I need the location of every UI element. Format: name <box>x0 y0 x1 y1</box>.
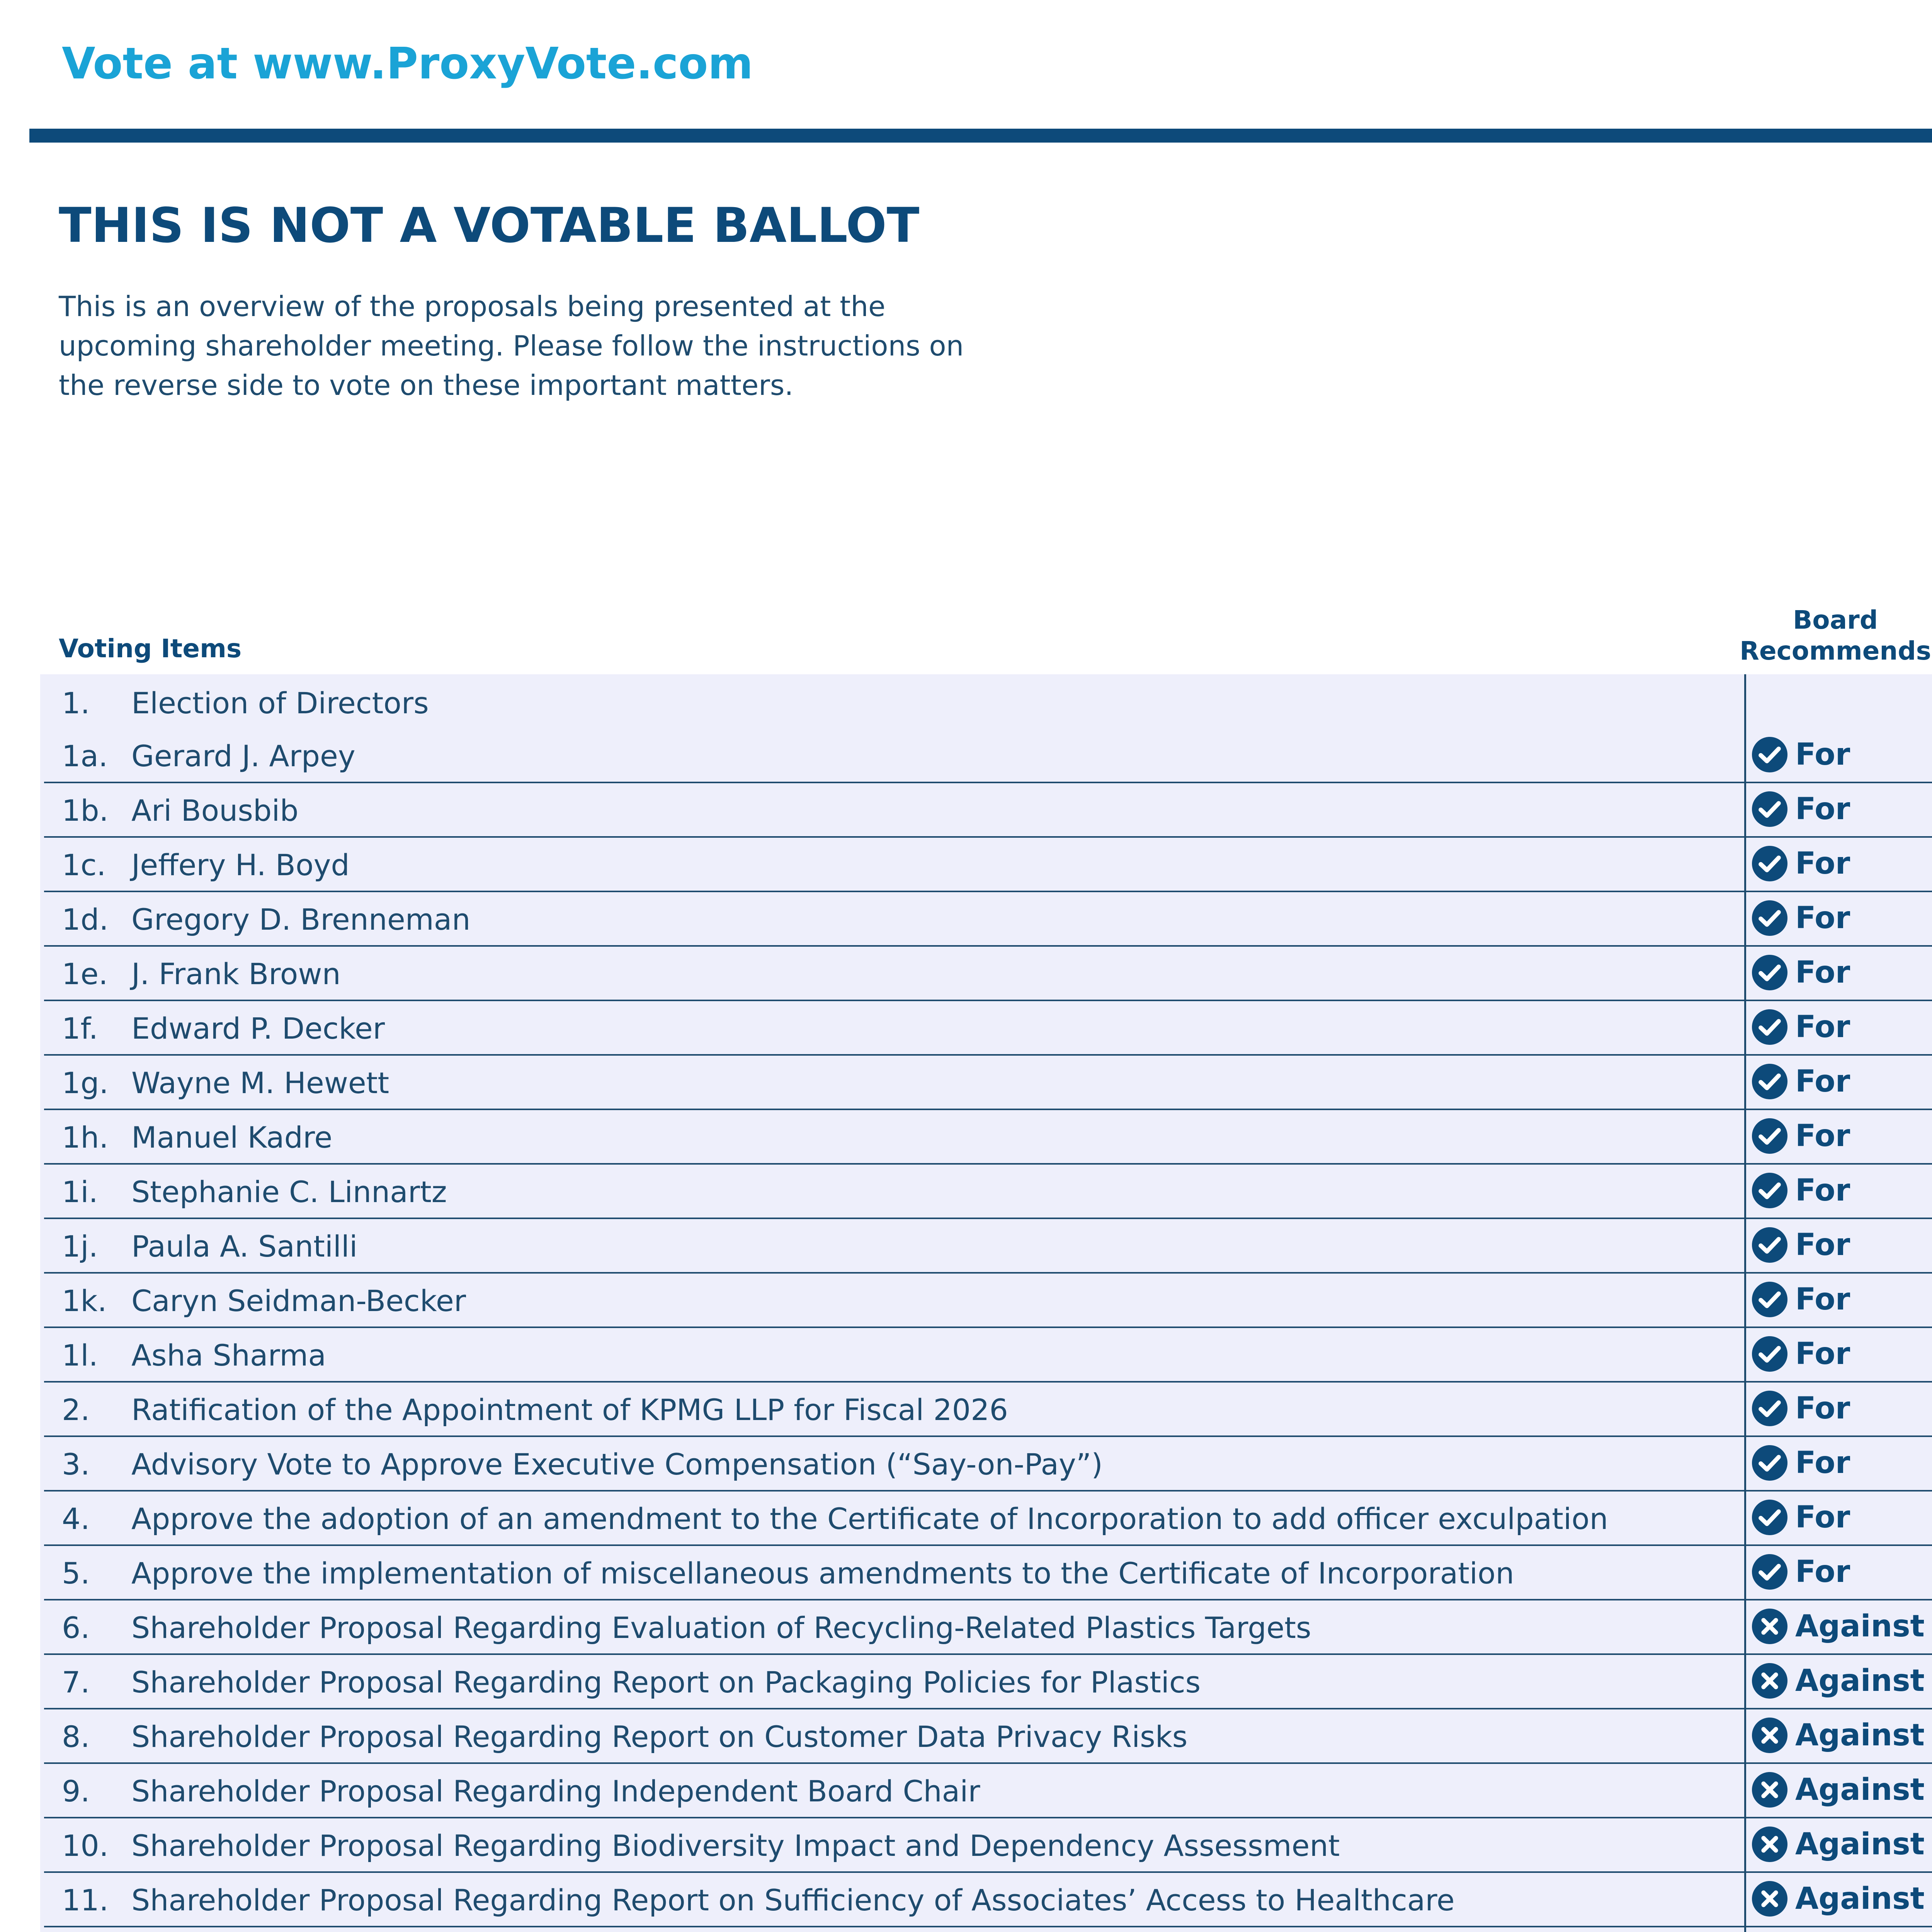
board-recommendation <box>1751 1226 1850 1264</box>
item-number: 1c. <box>62 848 106 882</box>
item-label: J. Frank Brown <box>131 957 341 991</box>
item-number: 1d. <box>62 902 109 937</box>
check-circle-icon <box>1751 1172 1788 1209</box>
item-number: 8. <box>62 1719 90 1754</box>
vote-link[interactable]: Vote at www.ProxyVote.com <box>62 39 753 89</box>
table-row <box>44 1927 1932 1932</box>
board-recommendation <box>1751 900 1850 937</box>
board-recommendation <box>1751 954 1850 991</box>
check-circle-icon <box>1751 900 1788 937</box>
board-recommendation <box>1751 1117 1850 1155</box>
table-row <box>44 1764 1932 1818</box>
item-label: Caryn Seidman-Becker <box>131 1284 466 1318</box>
x-circle-icon <box>1751 1608 1788 1645</box>
recommendation-text: Against <box>1795 1827 1925 1862</box>
item-number: 2. <box>62 1393 90 1427</box>
item-label: Gerard J. Arpey <box>131 739 355 773</box>
recommendation-text: Against <box>1795 1772 1925 1807</box>
item-number: 1f. <box>62 1011 98 1046</box>
recommendation-text: For <box>1795 1010 1850 1044</box>
item-label: Ari Bousbib <box>131 793 299 828</box>
item-label: Shareholder Proposal Regarding Report on Customer Data Privacy Risks <box>131 1719 1188 1754</box>
item-label: Approve the adoption of an amendment to the Certificate of Incorporation to add officer exculpation <box>131 1502 1608 1536</box>
item-label: Shareholder Proposal Regarding Biodiversity Impact and Dependency Assessment <box>131 1828 1340 1863</box>
item-label: Jeffery H. Boyd <box>131 848 350 882</box>
table-row <box>44 1165 1932 1219</box>
recommendation-text: For <box>1795 737 1850 772</box>
recommendation-text: For <box>1795 1446 1850 1480</box>
item-label: Approve the implementation of miscellaneous amendments to the Certificate of Incorporation <box>131 1556 1514 1590</box>
check-circle-icon <box>1751 1281 1788 1318</box>
check-circle-icon <box>1751 736 1788 773</box>
table-row <box>44 1056 1932 1110</box>
table-row <box>44 783 1932 838</box>
board-recommendation <box>1751 1063 1850 1100</box>
table-row <box>44 1001 1932 1056</box>
board-recommendation <box>1751 1553 1850 1590</box>
item-label: Shareholder Proposal Regarding Independent Board Chair <box>131 1774 980 1808</box>
table-row <box>44 1110 1932 1165</box>
recommendation-text: For <box>1795 1173 1850 1208</box>
table-row <box>44 1709 1932 1764</box>
item-number: 1h. <box>62 1120 109 1155</box>
check-circle-icon <box>1751 1063 1788 1100</box>
item-number: 1j. <box>62 1229 98 1264</box>
recommendation-text: For <box>1795 846 1850 881</box>
board-recommendation <box>1751 1009 1850 1046</box>
board-recommendation <box>1751 1771 1925 1808</box>
board-recommendation <box>1751 791 1850 828</box>
x-circle-icon <box>1751 1826 1788 1863</box>
item-label: Shareholder Proposal Regarding Report on Sufficiency of Associates’ Access to Healthcare <box>131 1883 1455 1917</box>
recommendation-text: Against <box>1795 1718 1925 1753</box>
item-number: 6. <box>62 1611 90 1645</box>
item-label: Stephanie C. Linnartz <box>131 1175 447 1209</box>
recommendation-text: Against <box>1795 1663 1925 1698</box>
table-row <box>44 1818 1932 1873</box>
item-number: 1g. <box>62 1066 109 1100</box>
recommendation-text: For <box>1795 1554 1850 1589</box>
item-number: 1. <box>62 686 90 720</box>
item-number: 1e. <box>62 957 108 991</box>
table-row <box>44 1873 1932 1927</box>
recommendation-text: For <box>1795 1337 1850 1371</box>
table-row <box>44 1328 1932 1383</box>
board-recommendation <box>1751 1335 1850 1372</box>
item-number: 11. <box>62 1883 109 1917</box>
check-circle-icon <box>1751 1009 1788 1046</box>
table-row <box>44 1546 1932 1600</box>
item-label: Edward P. Decker <box>131 1011 385 1046</box>
item-number: 1k. <box>62 1284 107 1318</box>
board-recommendation <box>1751 1826 1925 1863</box>
board-recommendation <box>1751 1444 1850 1481</box>
item-label: Advisory Vote to Approve Executive Compensation (“Say-on-Pay”) <box>131 1447 1103 1481</box>
check-circle-icon <box>1751 1390 1788 1427</box>
x-circle-icon <box>1751 1880 1788 1917</box>
item-label: Manuel Kadre <box>131 1120 333 1155</box>
item-label: Shareholder Proposal Regarding Evaluation of Recycling-Related Plastics Targets <box>131 1611 1311 1645</box>
item-label: Asha Sharma <box>131 1338 326 1372</box>
item-label: Paula A. Santilli <box>131 1229 358 1264</box>
table-row <box>44 1274 1932 1328</box>
table-row <box>44 674 1932 729</box>
x-circle-icon <box>1751 1662 1788 1699</box>
check-circle-icon <box>1751 1226 1788 1264</box>
check-circle-icon <box>1751 1499 1788 1536</box>
board-recommendation <box>1751 1880 1925 1917</box>
board-recommendation <box>1751 845 1850 882</box>
recommendation-text: For <box>1795 1391 1850 1426</box>
table-row <box>44 947 1932 1001</box>
table-row <box>44 729 1932 783</box>
check-circle-icon <box>1751 845 1788 882</box>
table-row <box>44 1492 1932 1546</box>
item-number: 3. <box>62 1447 90 1481</box>
check-circle-icon <box>1751 1117 1788 1155</box>
item-label: Shareholder Proposal Regarding Report on Packaging Policies for Plastics <box>131 1665 1201 1699</box>
voting-items-header: Voting Items <box>59 634 242 663</box>
table-row <box>44 1600 1932 1655</box>
item-number: 1b. <box>62 793 109 828</box>
table-row <box>44 1383 1932 1437</box>
header-rule <box>29 129 1932 143</box>
page-title: THIS IS NOT A VOTABLE BALLOT <box>59 198 920 253</box>
check-circle-icon <box>1751 1444 1788 1481</box>
table-row <box>44 892 1932 947</box>
recommendation-text: For <box>1795 1282 1850 1317</box>
board-recommends-header: Board Recommends <box>1740 605 1931 666</box>
recommendation-text: Against <box>1795 1609 1925 1644</box>
recommendation-text: For <box>1795 792 1850 827</box>
x-circle-icon <box>1751 1771 1788 1808</box>
item-label: Wayne M. Hewett <box>131 1066 389 1100</box>
recommendation-text: Against <box>1795 1881 1925 1916</box>
item-label: Gregory D. Brenneman <box>131 902 471 937</box>
board-recommendation <box>1751 1281 1850 1318</box>
check-circle-icon <box>1751 1553 1788 1590</box>
item-label: Election of Directors <box>131 686 429 720</box>
table-row <box>44 838 1932 892</box>
recommendation-text: For <box>1795 1064 1850 1099</box>
check-circle-icon <box>1751 791 1788 828</box>
item-number: 10. <box>62 1828 109 1863</box>
item-number: 9. <box>62 1774 90 1808</box>
item-number: 7. <box>62 1665 90 1699</box>
recommendation-text: For <box>1795 901 1850 935</box>
check-circle-icon <box>1751 1335 1788 1372</box>
item-number: 1i. <box>62 1175 98 1209</box>
x-circle-icon <box>1751 1717 1788 1754</box>
check-circle-icon <box>1751 954 1788 991</box>
board-recommendation <box>1751 1717 1925 1754</box>
recommendation-text: For <box>1795 1228 1850 1262</box>
board-recommendation <box>1751 1499 1850 1536</box>
item-label: Ratification of the Appointment of KPMG LLP for Fiscal 2026 <box>131 1393 1008 1427</box>
intro-text: This is an overview of the proposals being presented at the upcoming shareholder meeting. Please follow the instructions on the reverse side to vote on these important matters. <box>59 290 964 401</box>
board-recommendation <box>1751 1172 1850 1209</box>
board-recommendation <box>1751 1390 1850 1427</box>
table-row <box>44 1219 1932 1274</box>
table-row <box>44 1655 1932 1709</box>
table-row <box>44 1437 1932 1492</box>
item-number: 5. <box>62 1556 90 1590</box>
item-number: 1l. <box>62 1338 98 1372</box>
board-recommendation <box>1751 1608 1925 1645</box>
recommendation-text: For <box>1795 1500 1850 1535</box>
item-number: 4. <box>62 1502 90 1536</box>
item-number: 1a. <box>62 739 108 773</box>
recommendation-text: For <box>1795 1119 1850 1153</box>
recommendation-text: For <box>1795 955 1850 990</box>
board-recommendation <box>1751 736 1850 773</box>
board-recommendation <box>1751 1662 1925 1699</box>
